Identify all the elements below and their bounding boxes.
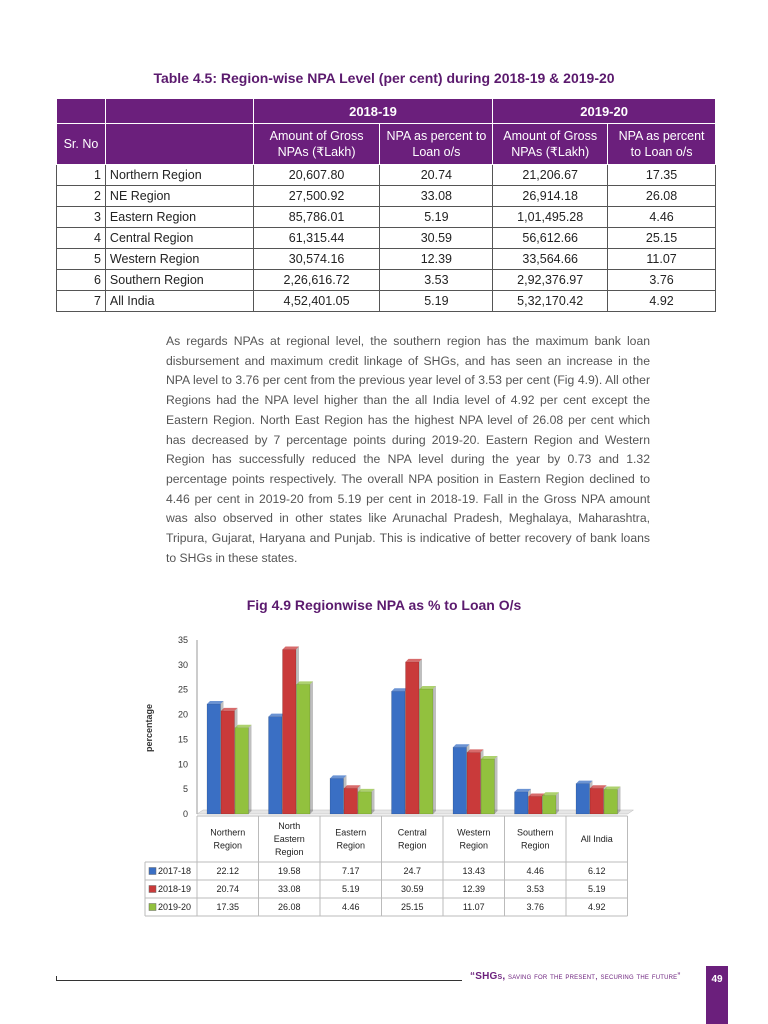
table-row: [57, 186, 716, 207]
cell-percent-2018: 12.39: [380, 249, 493, 270]
header-percent-1: NPA as percent to Loan o/s: [380, 124, 493, 165]
legend-swatch-2017-18: [149, 868, 156, 875]
header-year-2: 2019-20: [493, 99, 716, 124]
header-region: [105, 124, 253, 165]
y-tick-label: 25: [177, 684, 188, 695]
data-label: 19.58: [277, 866, 301, 876]
cell-percent-2018: 3.53: [380, 270, 493, 291]
data-label: 20.74: [216, 884, 240, 894]
bar-2018-19: [221, 711, 235, 814]
category-label: Region: [520, 840, 550, 851]
cell-amount-2019: 21,206.67: [493, 165, 608, 186]
body-paragraph: As regards NPAs at regional level, the southern region has the maximum bank loan disbursement and maximum credit linkage of SHGs, and has seen an increase in the NPA level to 3.76 per cent from the previous year level of 3.53 per cent (Fig 4.9). All other Regions had the NPA level higher than the all India level of 4.92 per cent except the Eastern Region. North East Region has the highest NPA level of 26.08 per cent which has decreased by 7 percentage points during 2019-20. Eastern Region and Western Region has successfully reduced the NPA level during the year by 0.73 and 1.32 percentage points respectively. The overall NPA position in Eastern Region declined to 4.46 per cent in 2019-20 from 5.19 per cent in 2018-19. Fall in the Gross NPA amount was also observed in other states like Arunachal Pradesh, Meghalaya, Maharashtra, Tripura, Gujarat, Haryana and Punjab. This is indicative of better recovery of bank loans to SHGs in these states.: [166, 334, 650, 565]
data-label: 5.19: [587, 884, 606, 894]
legend-swatch-2018-19: [149, 886, 156, 893]
cell-percent-2018: 30.59: [380, 228, 493, 249]
bar-side-2019-20: [372, 789, 375, 814]
bar-2017-18: [576, 784, 590, 814]
y-tick-label: 30: [177, 659, 188, 670]
legend-swatch-2019-20: [149, 904, 156, 911]
category-label: Eastern: [273, 834, 305, 844]
cell-amount-2019: 33,564.66: [493, 249, 608, 270]
data-label: 24.7: [403, 866, 422, 876]
bar-2017-18: [515, 792, 529, 814]
y-axis-label: percentage: [144, 703, 154, 753]
header-year-1: 2018-19: [253, 99, 493, 124]
cell-amount-2019: 56,612.66: [493, 228, 608, 249]
cell-sr: 6: [57, 270, 106, 291]
figure-title: Fig 4.9 Regionwise NPA as % to Loan O/s: [246, 597, 522, 613]
cell-amount-2019: 2,92,376.97: [493, 270, 608, 291]
cell-percent-2019: 4.46: [608, 207, 716, 228]
data-label: 3.76: [526, 902, 545, 912]
legend-label: 2019-20: [158, 902, 192, 912]
bar-2017-18: [392, 691, 406, 814]
bar-2018-19: [283, 650, 297, 814]
data-label: 5.19: [341, 884, 360, 894]
y-tick-label: 20: [177, 709, 188, 720]
bar-side-2019-20: [310, 681, 313, 814]
npa-table: [56, 98, 716, 312]
data-label: 22.12: [216, 866, 240, 876]
page-number: 49: [706, 966, 728, 1024]
data-label: 4.92: [587, 902, 606, 912]
cell-amount-2018: 30,574.16: [253, 249, 380, 270]
table-title: Table 4.5: Region-wise NPA Level (per cent) during 2018-19 & 2019-20: [153, 70, 615, 86]
category-label: Northern: [210, 827, 246, 838]
data-label: 12.39: [462, 884, 486, 894]
table-row: [57, 270, 716, 291]
bar-2017-18: [207, 704, 221, 814]
header-percent-2: NPA as percent to Loan o/s: [608, 124, 716, 165]
table-row: [57, 291, 716, 312]
bar-2019-20: [297, 684, 311, 814]
bar-2017-18: [330, 778, 344, 814]
cell-percent-2018: 20.74: [380, 165, 493, 186]
cell-region: Eastern Region: [105, 207, 253, 228]
cell-percent-2019: 4.92: [608, 291, 716, 312]
bar-side-2019-20: [249, 725, 252, 814]
cell-region: Western Region: [105, 249, 253, 270]
cell-region: Southern Region: [105, 270, 253, 291]
npa-bar-chart: [140, 630, 640, 925]
header-empty-sr: [57, 99, 106, 124]
bar-2018-19: [344, 788, 358, 814]
cell-amount-2019: 5,32,170.42: [493, 291, 608, 312]
header-amount-1: Amount of Gross NPAs (₹Lakh): [253, 124, 380, 165]
cell-sr: 3: [57, 207, 106, 228]
data-label: 25.15: [400, 902, 424, 912]
cell-amount-2018: 2,26,616.72: [253, 270, 380, 291]
data-label: 4.46: [526, 866, 545, 876]
category-label: Eastern: [335, 827, 367, 838]
cell-amount-2019: 1,01,495.28: [493, 207, 608, 228]
cell-amount-2018: 27,500.92: [253, 186, 380, 207]
footer-rule: [56, 980, 462, 981]
cell-sr: 7: [57, 291, 106, 312]
cell-amount-2018: 85,786.01: [253, 207, 380, 228]
data-label: 17.35: [216, 902, 240, 912]
bar-2019-20: [358, 792, 372, 814]
cell-percent-2019: 3.76: [608, 270, 716, 291]
header-empty-region: [105, 99, 253, 124]
y-tick-label: 10: [177, 759, 188, 770]
data-label: 4.46: [341, 902, 360, 912]
category-label: Region: [336, 840, 366, 851]
category-label: Region: [397, 840, 427, 851]
table-row: [57, 207, 716, 228]
cell-region: NE Region: [105, 186, 253, 207]
category-label: Southern: [516, 827, 554, 838]
bar-2019-20: [604, 790, 618, 814]
cell-percent-2018: 5.19: [380, 291, 493, 312]
category-label: Region: [459, 840, 489, 851]
cell-percent-2019: 11.07: [608, 249, 716, 270]
data-label: 11.07: [462, 902, 485, 912]
category-label: Central: [397, 827, 427, 838]
y-tick-label: 0: [182, 809, 188, 819]
cell-amount-2018: 61,315.44: [253, 228, 380, 249]
legend-label: 2017-18: [158, 866, 192, 876]
bar-2018-19: [467, 752, 481, 814]
cell-percent-2018: 33.08: [380, 186, 493, 207]
footer-tagline-main: “SHGs,: [470, 971, 506, 982]
category-label: North: [278, 821, 301, 831]
cell-region: Central Region: [105, 228, 253, 249]
data-label: 13.43: [462, 866, 486, 876]
cell-percent-2019: 17.35: [608, 165, 716, 186]
bar-2017-18: [269, 717, 283, 814]
table-row: [57, 165, 716, 186]
cell-percent-2019: 26.08: [608, 186, 716, 207]
bar-side-2019-20: [495, 756, 498, 814]
bar-2018-19: [529, 796, 543, 814]
data-label: 33.08: [277, 884, 301, 894]
cell-region: All India: [105, 291, 253, 312]
bar-side-2019-20: [433, 686, 436, 814]
cell-percent-2018: 5.19: [380, 207, 493, 228]
footer-tagline-rest: saving for the present, securing the future”: [505, 971, 681, 981]
data-label: 3.53: [526, 884, 545, 894]
cell-region: Northern Region: [105, 165, 253, 186]
data-label: 26.08: [277, 902, 301, 912]
category-label: Region: [274, 847, 304, 857]
cell-amount-2018: 4,52,401.05: [253, 291, 380, 312]
cell-sr: 1: [57, 165, 106, 186]
cell-sr: 2: [57, 186, 106, 207]
y-tick-label: 15: [177, 734, 188, 745]
bar-2019-20: [543, 795, 557, 814]
footer-tagline: [470, 971, 681, 982]
cell-amount-2018: 20,607.80: [253, 165, 380, 186]
cell-sr: 5: [57, 249, 106, 270]
bar-2019-20: [420, 689, 434, 814]
bar-2019-20: [235, 728, 249, 814]
cell-percent-2019: 25.15: [608, 228, 716, 249]
bar-2019-20: [481, 759, 495, 814]
category-label: All India: [580, 834, 613, 844]
bar-2018-19: [590, 788, 604, 814]
cell-sr: 4: [57, 228, 106, 249]
table-row: [57, 249, 716, 270]
bar-side-2019-20: [556, 792, 559, 814]
data-label: 30.59: [400, 884, 424, 894]
header-sr-no: Sr. No: [57, 124, 106, 165]
y-tick-label: 5: [182, 784, 188, 795]
bar-2017-18: [453, 747, 467, 814]
cell-amount-2019: 26,914.18: [493, 186, 608, 207]
bar-2018-19: [406, 662, 420, 814]
legend-label: 2018-19: [158, 884, 192, 894]
table-row: [57, 228, 716, 249]
category-label: Region: [213, 840, 243, 851]
category-label: Western: [457, 827, 491, 838]
y-tick-label: 35: [177, 635, 188, 645]
bar-side-2019-20: [618, 787, 621, 814]
header-amount-2: Amount of Gross NPAs (₹Lakh): [493, 124, 608, 165]
data-label: 6.12: [587, 866, 606, 876]
data-label: 7.17: [341, 866, 360, 876]
